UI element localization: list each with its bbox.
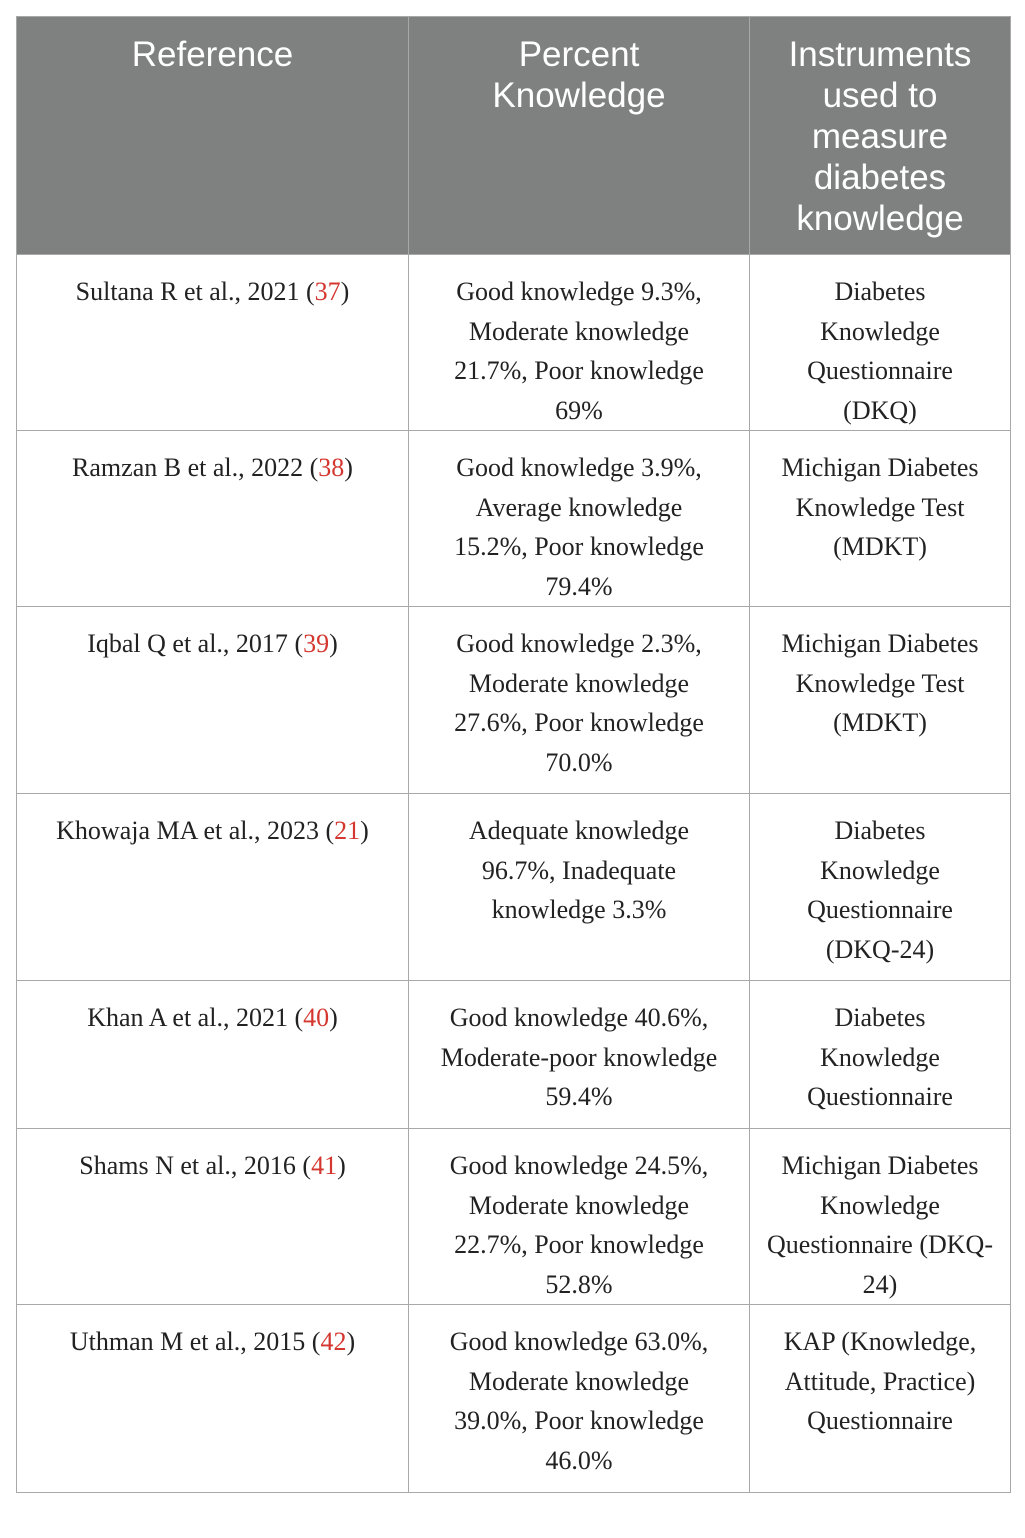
reference-cell: Ramzan B et al., 2022 (38) [17,431,409,607]
table-row [17,607,1011,794]
reference-text: Iqbal Q et al., 2017 [87,629,288,658]
header-reference: Reference [17,17,409,255]
reference-text: Ramzan B et al., 2022 [72,453,304,482]
instrument-cell: Diabetes Knowledge Questionnaire (DKQ-24) [750,794,1011,981]
table-row [17,794,1011,981]
percent-cell: Good knowledge 9.3%, Moderate knowledge 21.7%, Poor knowledge 69% [409,255,750,431]
reference-cell: Iqbal Q et al., 2017 (39) [17,607,409,794]
table-row [17,1129,1011,1305]
percent-cell: Adequate knowledge 96.7%, Inadequate knowledge 3.3% [409,794,750,981]
reference-text: Khowaja MA et al., 2023 [56,816,319,845]
diabetes-knowledge-table [16,16,1011,1493]
percent-cell: Good knowledge 3.9%, Average knowledge 15.2%, Poor knowledge 79.4% [409,431,750,607]
citation-link[interactable]: 41 [311,1151,338,1180]
percent-cell: Good knowledge 2.3%, Moderate knowledge 27.6%, Poor knowledge 70.0% [409,607,750,794]
citation-link[interactable]: 42 [320,1327,347,1356]
reference-cell: Uthman M et al., 2015 (42) [17,1305,409,1493]
percent-cell: Good knowledge 40.6%, Moderate-poor knowledge 59.4% [409,981,750,1129]
table-row [17,1305,1011,1493]
reference-cell: Shams N et al., 2016 (41) [17,1129,409,1305]
instrument-cell: Diabetes Knowledge Questionnaire [750,981,1011,1129]
table-row [17,255,1011,431]
reference-text: Shams N et al., 2016 [79,1151,296,1180]
percent-cell: Good knowledge 63.0%, Moderate knowledge 39.0%, Poor knowledge 46.0% [409,1305,750,1493]
reference-cell: Khan A et al., 2021 (40) [17,981,409,1129]
header-percent-knowledge: Percent Knowledge [409,17,750,255]
instrument-cell: Michigan Diabetes Knowledge Questionnaire (DKQ-24) [750,1129,1011,1305]
header-instruments: Instruments used to measure diabetes knowledge [750,17,1011,255]
instrument-cell: KAP (Knowledge, Attitude, Practice) Questionnaire [750,1305,1011,1493]
reference-text: Khan A et al., 2021 [87,1003,288,1032]
citation-link[interactable]: 37 [314,277,341,306]
citation-link[interactable]: 38 [318,453,345,482]
table-header [17,17,1011,255]
table-row [17,431,1011,607]
citation-link[interactable]: 40 [303,1003,330,1032]
citation-link[interactable]: 39 [303,629,330,658]
table-body [17,255,1011,1493]
reference-text: Uthman M et al., 2015 [69,1327,306,1356]
instrument-cell: Michigan Diabetes Knowledge Test (MDKT) [750,607,1011,794]
instrument-cell: Michigan Diabetes Knowledge Test (MDKT) [750,431,1011,607]
citation-link[interactable]: 21 [334,816,361,845]
table-row [17,981,1011,1129]
reference-cell: Sultana R et al., 2021 (37) [17,255,409,431]
instrument-cell: Diabetes Knowledge Questionnaire (DKQ) [750,255,1011,431]
reference-text: Sultana R et al., 2021 [75,277,300,306]
percent-cell: Good knowledge 24.5%, Moderate knowledge 22.7%, Poor knowledge 52.8% [409,1129,750,1305]
reference-cell: Khowaja MA et al., 2023 (21) [17,794,409,981]
header-row [17,17,1011,255]
knowledge-table-container [16,16,1010,1493]
